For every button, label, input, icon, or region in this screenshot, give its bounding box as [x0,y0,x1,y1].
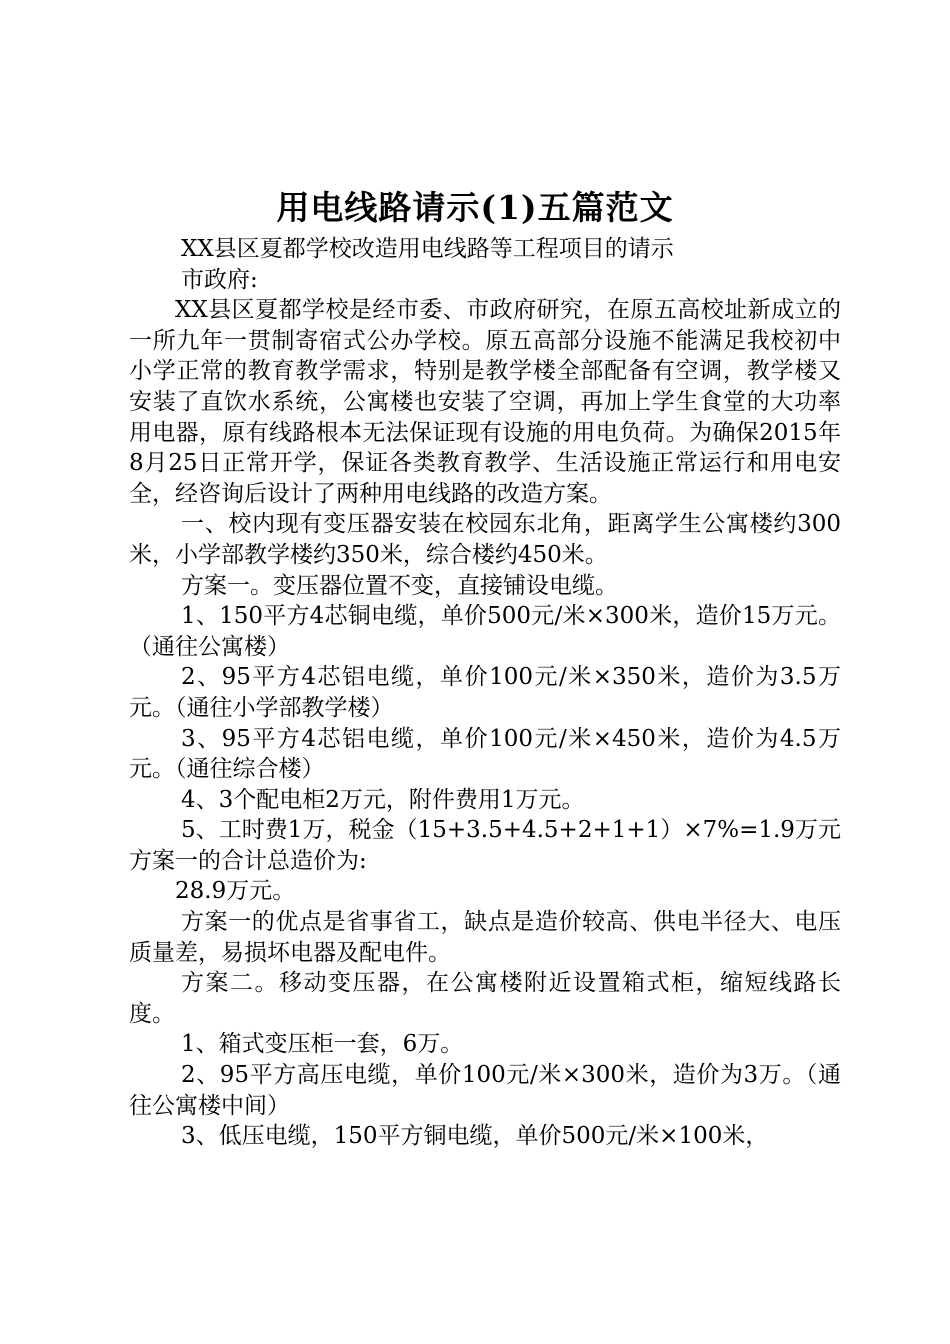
paragraph-transformer-location: 一、校内现有变压器安装在校园东北角，距离学生公寓楼约300米，小学部教学楼约350米，综合楼约450米。 [129,511,841,568]
paragraph-plan-one-total: 28.9万元。 [175,878,296,905]
paragraph-plan-two-item-3: 3、低压电缆，150平方铜电缆，单价500元/米×100米， [181,1123,769,1150]
paragraph-background: XX县区夏都学校是经市委、市政府研究，在原五高校址新成立的一所九年一贯制寄宿式公办学校。原五高部分设施不能满足我校初中小学正常的教育教学需求，特别是教学楼全部配备有空调，教学楼又安装了直饮水系统，公寓楼也安装了空调，再加上学生食堂的大功率用电器，原有线路根本无法保证现有设施的用电负荷。为确保2015年8月25日正常开学，保证各类教育教学、生活设施正常运行和用电安全，经咨询后设计了两种用电线路的改造方案。 [129,297,841,507]
paragraph-plan-one-heading: 方案一。变压器位置不变，直接铺设电缆。 [181,572,618,599]
document-body [129,234,841,1152]
paragraph-plan-two-item-2: 2、95平方高压电缆，单价100元/米×300米，造价为3万。（通往公寓楼中间） [129,1062,841,1119]
paragraph-plan-one-item-4: 4、3个配电柜2万元，附件费用1万元。 [181,786,585,813]
paragraph-plan-one-item-2: 2、95平方4芯铝电缆，单价100元/米×350米，造价为3.5万元。（通往小学部教学楼） [129,664,841,721]
paragraph-plan-one-evaluation: 方案一的优点是省事省工，缺点是造价较高、供电半径大、电压质量差，易损坏电器及配电件。 [129,909,841,966]
paragraph-plan-one-item-1: 1、150平方4芯铜电缆，单价500元/米×300米，造价15万元。（通往公寓楼） [129,603,841,660]
paragraph-plan-two-item-1: 1、箱式变压柜一套，6万。 [181,1031,464,1058]
paragraph-plan-one-item-5: 5、工时费1万，税金（15+3.5+4.5+2+1+1）×7%=1.9万元方案一的合计总造价为: [129,817,841,874]
paragraph-addressee: 市政府: [181,266,258,293]
document-title: 用电线路请示(1)五篇范文 [276,188,674,227]
paragraph-plan-two-heading: 方案二。移动变压器，在公寓楼附近设置箱式柜，缩短线路长度。 [129,970,841,1027]
paragraph-plan-one-item-3: 3、95平方4芯铝电缆，单价100元/米×450米，造价为4.5万元。（通往综合楼） [129,725,841,783]
paragraph-request-subject: XX县区夏都学校改造用电线路等工程项目的请示 [181,236,674,262]
